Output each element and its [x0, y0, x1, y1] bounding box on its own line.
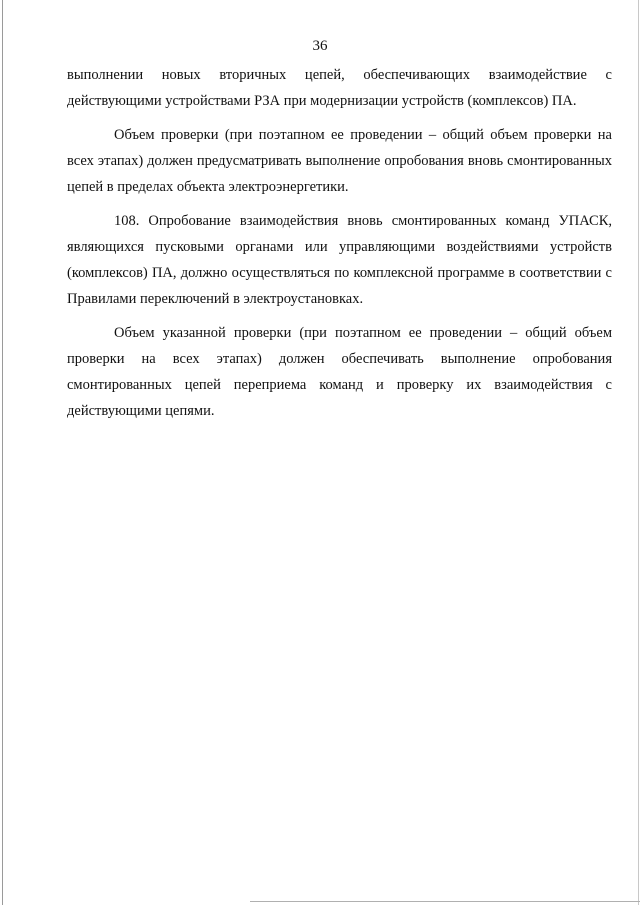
scan-edge-left: [2, 0, 3, 905]
paragraph-continuation: выполнении новых вторичных цепей, обеспечивающих взаимодействие с действующими устройствами РЗА при модернизации устройств (комплексов) ПА.: [67, 67, 612, 109]
document-body: [67, 62, 612, 432]
paragraph-scope-of-specified-check: Объем указанной проверки (при поэтапном ее проведении – общий объем проверки на всех этапах) должен обеспечивать выполнение опробования смонтированных цепей переприема команд и проверку их взаимодействия с действующими цепями.: [67, 325, 612, 419]
paragraph-scope-of-check: Объем проверки (при поэтапном ее проведении – общий объем проверки на всех этапах) должен предусматривать выполнение опробования вновь смонтированных цепей в пределах объекта электроэнергетики.: [67, 127, 612, 195]
scan-edge-right: [638, 0, 639, 905]
paragraph-item-108: 108. Опробование взаимодействия вновь смонтированных команд УПАСК, являющихся пусковыми органами или управляющими воздействиями устройств (комплексов) ПА, должно осуществляться по комплексной программе в соответствии с Правилами переключений в электроустановках.: [67, 213, 612, 307]
page-number: 36: [312, 38, 328, 54]
scan-edge-bottom: [250, 901, 640, 902]
